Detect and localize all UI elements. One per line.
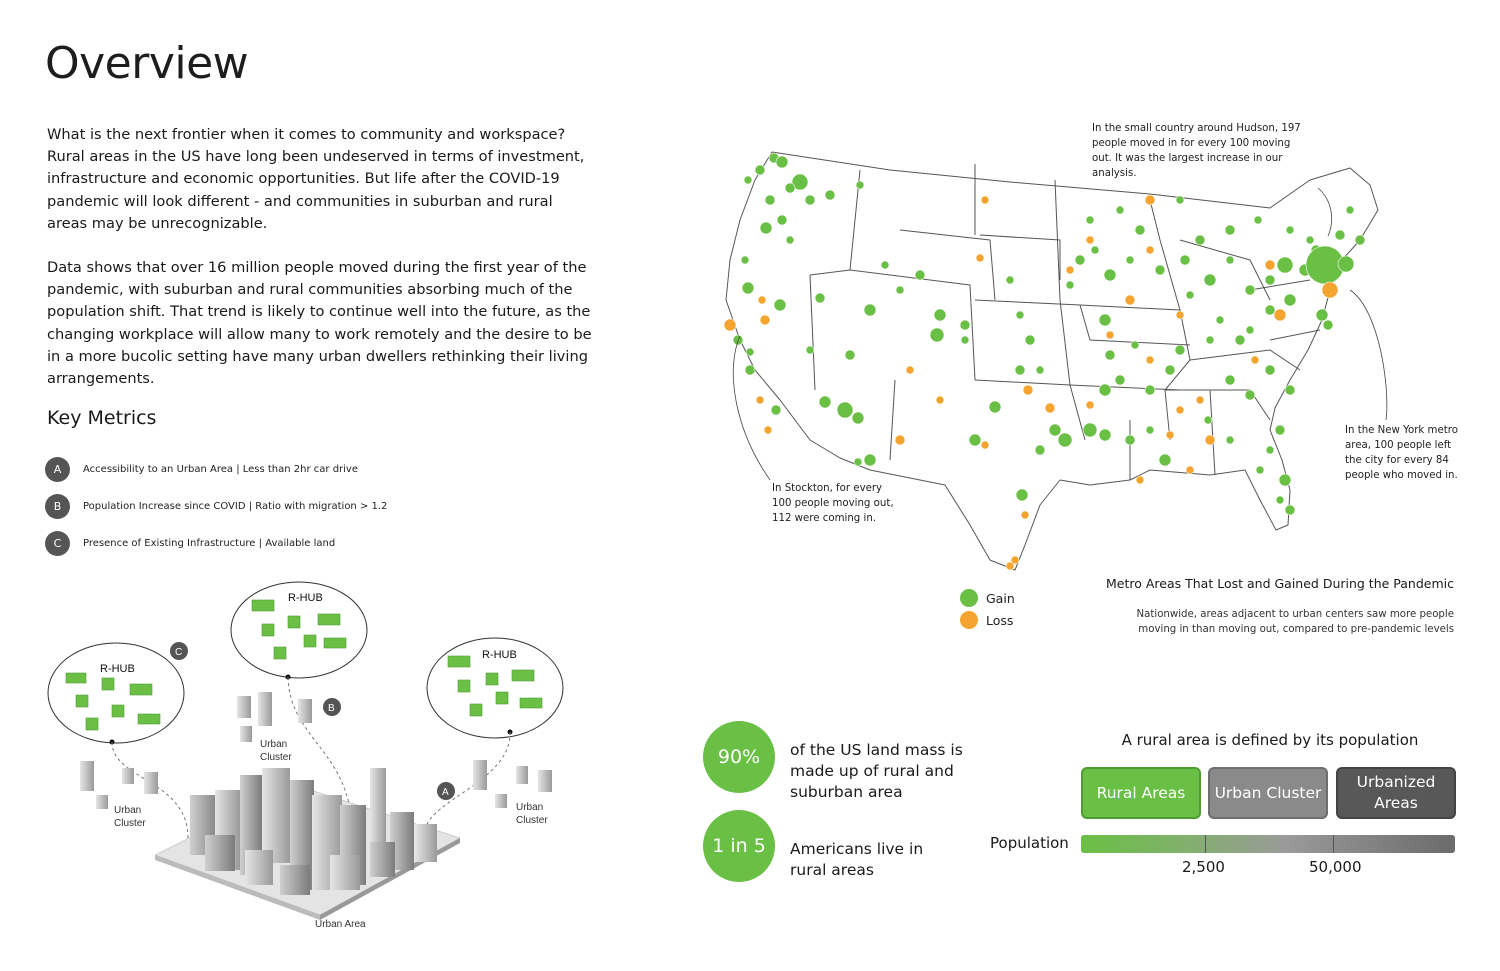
gain-metro-dot [1216, 316, 1224, 324]
metric-text-c: Presence of Existing Infrastructure | Available land [83, 537, 336, 549]
gain-metro-dot [1066, 281, 1074, 289]
loss-metro-dot [1125, 295, 1135, 305]
gain-metro-dot [760, 222, 772, 234]
loss-metro-dot [981, 196, 989, 204]
urban-area-label: Urban Area [315, 919, 366, 930]
gain-metro-dot [1016, 489, 1028, 501]
gain-metro-dot [837, 402, 853, 418]
gain-metro-dot [805, 195, 815, 205]
gain-metro-dot [989, 401, 1001, 413]
gain-metro-dot [1159, 454, 1171, 466]
gain-metro-dot [1285, 385, 1295, 395]
gain-metro-dot [1204, 274, 1216, 286]
urban-cluster-center [237, 692, 312, 742]
loss-metro-dot [1006, 562, 1014, 570]
gain-metro-dot [1206, 336, 1214, 344]
legend-gain-label: Gain [986, 590, 1015, 606]
gain-metro-dot [1355, 235, 1365, 245]
loss-metro-dot [756, 396, 764, 404]
city-illustration [155, 768, 460, 920]
annotation-hudson: In the small country around Hudson, 197 people moved in for every 100 moving out. It was the largest increase in our analysis. [1092, 123, 1301, 179]
stat-circle-land: 90% [703, 721, 775, 793]
hub-label-right: R-HUB [482, 649, 517, 661]
gain-metro-dot [1338, 256, 1354, 272]
gain-metro-dot [1195, 235, 1205, 245]
gain-metro-dot [1265, 275, 1275, 285]
loss-metro-dot [1086, 236, 1094, 244]
loss-metro-dot [1274, 309, 1286, 321]
gain-metro-dot [1126, 256, 1134, 264]
loss-metro-dot [1086, 401, 1094, 409]
gain-metro-dot [1099, 429, 1111, 441]
metric-c [45, 530, 335, 556]
population-label: Population [990, 834, 1069, 852]
gain-metro-dot [1035, 445, 1045, 455]
gain-metro-dot [1276, 496, 1284, 504]
loss-metro-dot [1205, 435, 1215, 445]
loss-metro-dot [724, 319, 736, 331]
svg-text:C: C [175, 647, 183, 658]
gain-metro-dot [969, 434, 981, 446]
loss-metro-dot [1145, 195, 1155, 205]
gain-metro-dot [1254, 216, 1262, 224]
stat-circle-americans: 1 in 5 [703, 810, 775, 882]
gain-metro-dot [1180, 255, 1190, 265]
loss-metro-dot [1196, 396, 1204, 404]
metric-b [45, 493, 387, 519]
loss-metro-dot [1023, 385, 1033, 395]
gain-metro-dot [1226, 436, 1234, 444]
gain-metro-dot [1099, 314, 1111, 326]
loss-metro-dot [1186, 466, 1194, 474]
hub-blocks-right [448, 656, 542, 716]
urban-cluster-label-right-2: Cluster [516, 815, 548, 826]
urban-cluster-label-center-2: Cluster [260, 752, 292, 763]
gain-metro-dot [845, 350, 855, 360]
gain-metro-dot [881, 261, 889, 269]
gain-metro-dot [755, 165, 765, 175]
population-threshold-50000: 50,000 [1309, 858, 1362, 876]
gain-metro-dot [1275, 425, 1285, 435]
gain-metro-dot [1225, 225, 1235, 235]
loss-metro-dot [1322, 282, 1338, 298]
gain-metro-dot [1176, 196, 1184, 204]
gain-metro-dot [1058, 433, 1072, 447]
gain-metro-dot [1086, 216, 1094, 224]
gain-metro-dot [1049, 424, 1061, 436]
gain-metro-dot [856, 181, 864, 189]
gain-metro-dot [1115, 375, 1125, 385]
legend-loss-label: Loss [986, 612, 1014, 628]
loss-metro-dot [1176, 406, 1184, 414]
gain-metro-dot [1125, 435, 1135, 445]
loss-metro-dot [1265, 260, 1275, 270]
gain-metro-dot [934, 309, 946, 321]
loss-dot-icon [960, 611, 978, 629]
svg-text:A: A [442, 787, 449, 798]
hub-blocks-left [66, 673, 160, 730]
loss-metro-dot [976, 254, 984, 262]
gain-metro-dot [765, 195, 775, 205]
loss-metro-dot [1146, 356, 1154, 364]
gain-metro-dot [1226, 256, 1234, 264]
loss-metro-dot [1146, 246, 1154, 254]
svg-text:B: B [328, 703, 335, 714]
gain-metro-dot [745, 365, 755, 375]
gain-metro-dot [1165, 365, 1175, 375]
metric-text-a: Accessibility to an Urban Area | Less than 2hr car drive [83, 463, 358, 475]
stat-text-americans: Americans live in rural areas [790, 840, 924, 879]
gain-metro-dot [960, 320, 970, 330]
gain-dot-icon [960, 589, 978, 607]
gain-metro-dot [915, 270, 925, 280]
gain-metro-dot [1306, 236, 1314, 244]
hub-label-left: R-HUB [100, 663, 135, 675]
gain-metro-dot [1006, 276, 1014, 284]
loss-metro-dot [1176, 311, 1184, 319]
gain-metro-dot [930, 328, 944, 342]
map-subtitle-line-1: Nationwide, areas adjacent to urban centers saw more people [1136, 609, 1454, 620]
gain-metro-dot [1025, 335, 1035, 345]
gain-metro-dot [771, 405, 781, 415]
gain-metro-dot [1075, 255, 1085, 265]
gain-metro-dot [819, 396, 831, 408]
metric-badge-c: C [45, 531, 70, 556]
loss-metro-dot [1106, 331, 1114, 339]
gain-metro-dot [1036, 366, 1044, 374]
gain-metro-dot [1256, 466, 1264, 474]
gain-metro-dot [1284, 294, 1296, 306]
category-urban-cluster: Urban Cluster [1208, 767, 1328, 819]
gain-metro-dot [1245, 285, 1255, 295]
urban-cluster-left [80, 761, 158, 809]
category-rural-areas: Rural Areas [1081, 767, 1201, 819]
metric-badge-a: A [45, 457, 70, 482]
gain-metro-dot [774, 299, 786, 311]
gain-metro-dot [1175, 345, 1185, 355]
gain-metro-dot [1245, 390, 1255, 400]
legend-loss [960, 611, 1013, 629]
gain-metro-dot [1246, 326, 1254, 334]
gain-metro-dot [961, 336, 969, 344]
map-title: Metro Areas That Lost and Gained During the Pandemic [1106, 576, 1454, 591]
loss-metro-dot [760, 315, 770, 325]
loss-metro-dot [1166, 431, 1174, 439]
gain-metro-dot [1346, 206, 1354, 214]
rural-definition-title: A rural area is defined by its population [1121, 731, 1419, 749]
gain-metro-dot [1323, 320, 1333, 330]
urban-cluster-label-center-1: Urban [260, 739, 288, 750]
gain-metro-dot [1083, 423, 1097, 437]
gain-metro-dot [1016, 311, 1024, 319]
loss-metro-dot [981, 441, 989, 449]
gain-metro-dot [825, 190, 835, 200]
loss-metro-dot [1021, 511, 1029, 519]
population-threshold-2500: 2,500 [1182, 858, 1225, 876]
legend-gain [960, 589, 1015, 607]
page-title: Overview [45, 38, 249, 89]
gain-metro-dot [864, 454, 876, 466]
intro-paragraph-2: Data shows that over 16 million people moved during the first year of the pandemic, with suburban and rural communities absorbing much of the population shift. That trend is likely to continue well into the future, as the changing workplace will allow many to work remotely and the desire to be in a more bucolic setting have many urban dwellers rethinking their living arrangements. [47, 259, 592, 388]
category-urbanized-areas: Urbanized Areas [1336, 767, 1456, 819]
gain-metro-dot [896, 286, 904, 294]
map-subtitle-line-2: moving in than moving out, compared to pre-pandemic levels [1138, 624, 1454, 635]
gain-metro-dot [1186, 291, 1194, 299]
loss-metro-dot [1045, 403, 1055, 413]
gain-metro-dot [1265, 305, 1275, 315]
loss-metro-dot [758, 296, 766, 304]
population-bar [1081, 835, 1455, 853]
stat-text-land: of the US land mass is made up of rural and suburban area [790, 741, 963, 801]
gain-metro-dot [1091, 246, 1099, 254]
urban-cluster-label-left-1: Urban [114, 805, 142, 816]
loss-metro-dot [936, 396, 944, 404]
loss-metro-dot [1066, 266, 1074, 274]
annotation-stockton: In Stockton, for every 100 people moving out, 112 were coming in. [772, 483, 894, 524]
gain-metro-dot [1105, 350, 1115, 360]
gain-metro-dot [806, 346, 814, 354]
key-metrics-heading: Key Metrics [47, 407, 157, 429]
loss-metro-dot [895, 435, 905, 445]
gain-metro-dot [852, 412, 864, 424]
loss-metro-dot [764, 426, 772, 434]
loss-metro-dot [906, 366, 914, 374]
map-subtitle [1080, 607, 1454, 637]
gain-metro-dot [1131, 341, 1139, 349]
metric-a [45, 456, 358, 482]
gain-metro-dot [1286, 226, 1294, 234]
gain-metro-dot [776, 156, 788, 168]
gain-metro-dot [1316, 309, 1328, 321]
gain-metro-dot [741, 256, 749, 264]
gain-metro-dot [1204, 416, 1212, 424]
gain-metro-dot [1285, 505, 1295, 515]
gain-metro-dot [777, 215, 787, 225]
metric-badge-b: B [45, 494, 70, 519]
loss-metro-dot [1251, 356, 1259, 364]
urban-cluster-label-left-2: Cluster [114, 818, 146, 829]
gain-metro-dot [1145, 385, 1155, 395]
urban-cluster-right [473, 760, 552, 808]
gain-metro-dot [1265, 365, 1275, 375]
gain-metro-dot [1099, 384, 1111, 396]
hub-label-center: R-HUB [288, 592, 323, 604]
urban-cluster-label-right-1: Urban [516, 802, 544, 813]
annotation-new-york: In the New York metro area, 100 people left the city for every 84 people who moved in. [1345, 425, 1458, 481]
loss-metro-dot [1136, 476, 1144, 484]
gain-metro-dot [854, 458, 862, 466]
gain-metro-dot [1335, 230, 1345, 240]
gain-metro-dot [1155, 265, 1165, 275]
gain-metro-dot [1225, 375, 1235, 385]
gain-metro-dot [746, 348, 754, 356]
gain-metro-dot [864, 304, 876, 316]
gain-metro-dot [1015, 365, 1025, 375]
hub-ellipse-left [48, 643, 184, 743]
rhub-diagram [40, 580, 600, 950]
gain-metro-dot [786, 236, 794, 244]
gain-metro-dot [1235, 335, 1245, 345]
gain-metro-dot [1279, 474, 1291, 486]
gain-metro-dot [1277, 257, 1293, 273]
gain-metro-dot [815, 293, 825, 303]
gain-metro-dot [785, 183, 795, 193]
gain-metro-dot [1116, 206, 1124, 214]
gain-metro-dot [1146, 426, 1154, 434]
gain-metro-dot [1266, 446, 1274, 454]
intro-paragraph-1: What is the next frontier when it comes to community and workspace? Rural areas in the US have long been undeserved in terms of investment, infrastructure and economic opportunities. But life after the COVID-19 pandemic will look different - and communities in suburban and rural areas may be unrecognizable. [47, 126, 585, 232]
gain-metro-dot [1135, 225, 1145, 235]
hub-blocks-center [252, 600, 346, 659]
gain-metro-dot [744, 176, 752, 184]
gain-metro-dot [1104, 269, 1116, 281]
metric-text-b: Population Increase since COVID | Ratio with migration > 1.2 [83, 500, 388, 512]
gain-metro-dot [742, 282, 754, 294]
